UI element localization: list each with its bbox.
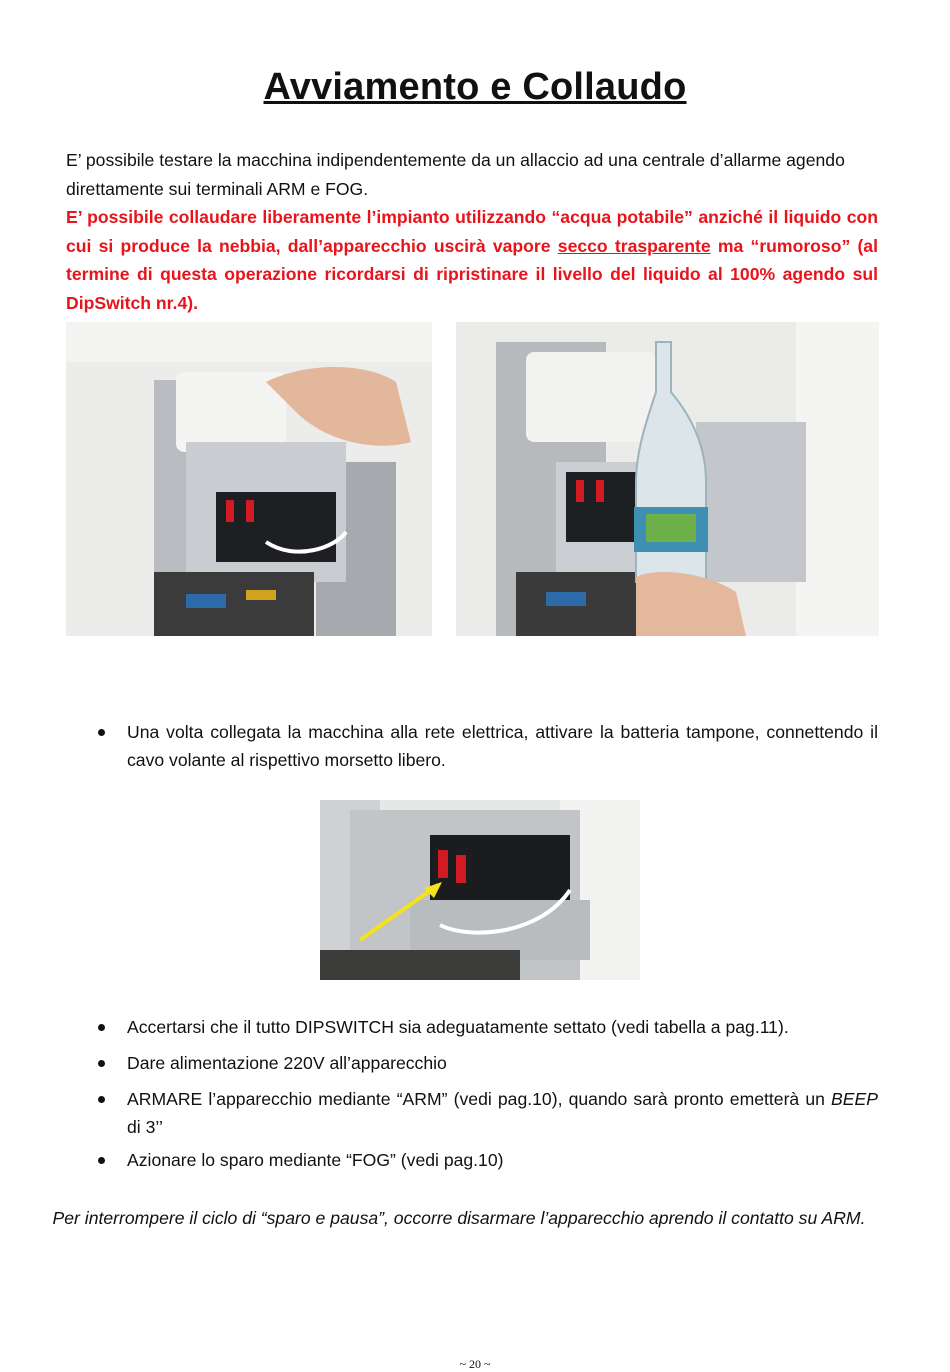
warning-paragraph [66,203,878,317]
list-item-text: Una volta collegata la macchina alla rete elettrica, attivare la batteria tampone, connettendo il cavo volante al rispettivo morsetto libero. [127,722,878,770]
bullet-icon [98,1157,105,1164]
bullet-icon [98,1096,105,1103]
list-item-text: Dare alimentazione 220V all’apparecchio [127,1053,447,1073]
beep-text: BEEP [831,1089,878,1109]
photo-water-bottle [456,322,879,636]
arm-text-1: ARMARE l’apparecchio mediante “ARM” (vedi pag.10), quando sarà pronto emetterà un [127,1089,832,1109]
page-number: ~ 20 ~ [459,1357,491,1371]
bullet-icon [98,729,105,736]
bullet-icon [98,1024,105,1031]
list-item-text: Azionare lo sparo mediante “FOG” (vedi pag.10) [127,1150,504,1170]
warning-text-2: ma “rumoroso” (al termine di questa operazione ricordarsi di ripristinare il livello del liquido al 100% agendo sul DipSwitch nr.4). [66,235,878,313]
list-item [98,1146,878,1174]
warning-text-1: E’ possibile collaudare liberamente l’impianto utilizzando “acqua potabile” anziché il liquido con cui si produce la nebbia, dall’apparecchio uscirà vapore [66,207,878,256]
intro-paragraph: E’ possibile testare la macchina indipendentemente da un allaccio ad una centrale d’allarme agendo direttamente sui terminali ARM e FOG. [66,150,845,199]
list-item [98,1013,878,1041]
warning-underlined-text: secco trasparente [557,235,711,256]
page-title: Avviamento e Collaudo [263,66,687,108]
list-item [98,1085,878,1141]
closing-note: Per interrompere il ciclo di “sparo e pausa”, occorre disarmare l’apparecchio aprendo il contatto su ARM. [52,1208,866,1228]
list-item-text [127,1085,878,1141]
photo-battery-connection [320,800,640,980]
bullet-icon [98,1060,105,1067]
photo-tank-refill [66,322,432,636]
list-item [98,718,878,774]
arm-text-2: di 3’’ [127,1117,163,1137]
list-item [98,1049,878,1077]
list-item-text: Accertarsi che il tutto DIPSWITCH sia adeguatamente settato (vedi tabella a pag.11). [127,1017,789,1037]
